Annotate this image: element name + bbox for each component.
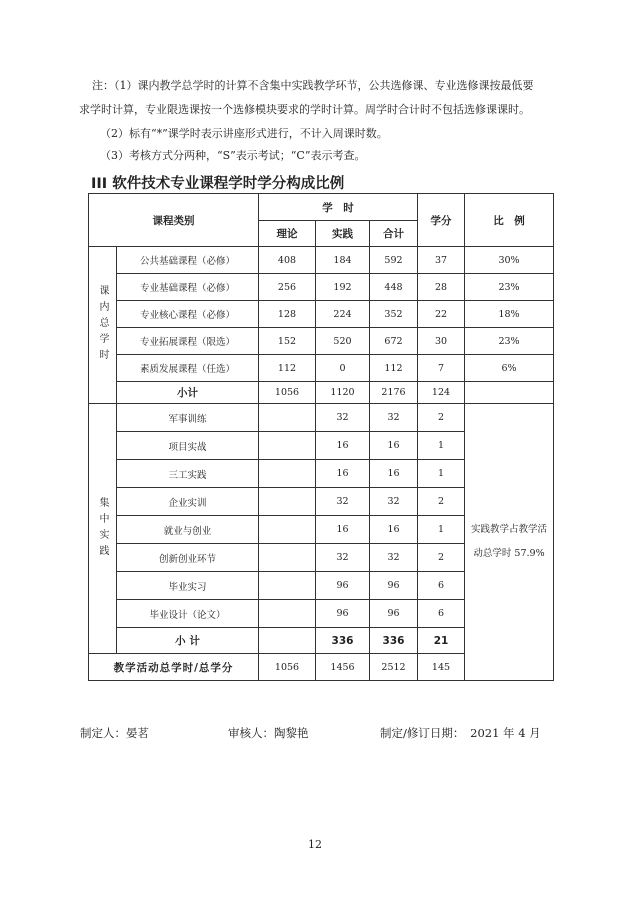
cell-practice: 16 — [316, 516, 370, 544]
cell-total: 2176 — [370, 382, 418, 404]
cell-practice: 96 — [316, 600, 370, 628]
cell-total: 16 — [370, 432, 418, 460]
course-name: 企业实训 — [117, 488, 259, 516]
course-name: 项目实战 — [117, 432, 259, 460]
cell-total: 32 — [370, 404, 418, 432]
cell-ratio: 23% — [465, 328, 554, 355]
cell-total: 32 — [370, 544, 418, 572]
cell-practice: 32 — [316, 404, 370, 432]
course-name: 专业基础课程（必修） — [117, 274, 259, 301]
course-name: 军事训练 — [117, 404, 259, 432]
note-line-1: 注：（1）课内教学总学时的计算不含集中实践教学环节，公共选修课、专业选修课按最低要 — [92, 79, 534, 92]
footer-maker: 制定人：晏茗 — [80, 726, 149, 740]
cell-practice: 16 — [316, 432, 370, 460]
section-title: III 软件技术专业课程学时学分构成比例 — [91, 176, 345, 192]
header-practice: 实践 — [316, 221, 370, 247]
header-theory: 理论 — [259, 221, 316, 247]
cell-total: 592 — [370, 247, 418, 274]
cell-credits: 28 — [418, 274, 465, 301]
note-line-3: （2）标有“*”课学时表示讲座形式进行，不计入周课时数。 — [100, 127, 388, 140]
footer-reviewer: 审核人：陶黎艳 — [228, 726, 309, 740]
cell-theory: 408 — [259, 247, 316, 274]
cell-theory — [259, 488, 316, 516]
cell-total: 336 — [370, 628, 418, 654]
header-credits: 学分 — [418, 194, 465, 247]
cell-ratio — [465, 382, 554, 404]
cell-practice: 16 — [316, 460, 370, 488]
footer-date: 制定/修订日期： 2021 年 4 月 — [380, 726, 541, 740]
cell-practice: 224 — [316, 301, 370, 328]
cell-practice: 184 — [316, 247, 370, 274]
cell-theory: 128 — [259, 301, 316, 328]
hours-credits-table — [88, 193, 554, 681]
cell-credits: 2 — [418, 488, 465, 516]
cell-credits: 22 — [418, 301, 465, 328]
cell-practice: 192 — [316, 274, 370, 301]
cell-credits: 21 — [418, 628, 465, 654]
cell-ratio: 23% — [465, 274, 554, 301]
cell-practice: 1456 — [316, 654, 370, 681]
cell-practice: 96 — [316, 572, 370, 600]
cell-credits: 124 — [418, 382, 465, 404]
cell-total: 96 — [370, 600, 418, 628]
note-line-4: （3）考核方式分两种，“S”表示考试；“C”表示考查。 — [100, 149, 366, 162]
header-ratio: 比 例 — [465, 194, 554, 247]
cell-theory: 1056 — [259, 654, 316, 681]
cell-total: 448 — [370, 274, 418, 301]
course-name: 素质发展课程（任选） — [117, 355, 259, 382]
table-row — [89, 328, 554, 355]
header-category: 课程类别 — [89, 194, 259, 247]
cell-credits: 30 — [418, 328, 465, 355]
cell-practice: 520 — [316, 328, 370, 355]
cell-theory — [259, 432, 316, 460]
cell-practice: 336 — [316, 628, 370, 654]
course-name: 公共基础课程（必修） — [117, 247, 259, 274]
cell-ratio: 18% — [465, 301, 554, 328]
course-name: 专业拓展课程（限选） — [117, 328, 259, 355]
cell-theory: 256 — [259, 274, 316, 301]
cell-total: 672 — [370, 328, 418, 355]
group-label-concentrated: 集中实践 — [89, 404, 117, 654]
cell-total: 96 — [370, 572, 418, 600]
table-row — [89, 404, 554, 432]
cell-theory — [259, 600, 316, 628]
cell-credits: 1 — [418, 460, 465, 488]
note-line-2: 求学时计算，专业限选课按一个选修模块要求的学时计算。周学时合计时不包括选修课课时。 — [79, 103, 530, 116]
cell-theory: 112 — [259, 355, 316, 382]
table-row — [89, 301, 554, 328]
table-row — [89, 274, 554, 301]
cell-theory — [259, 404, 316, 432]
practice-ratio-note: 实践教学占教学活动总学时 57.9% — [465, 404, 554, 681]
cell-credits: 2 — [418, 404, 465, 432]
cell-theory — [259, 628, 316, 654]
cell-total: 2512 — [370, 654, 418, 681]
cell-practice: 0 — [316, 355, 370, 382]
cell-credits: 1 — [418, 432, 465, 460]
page-number: 12 — [308, 838, 322, 851]
cell-credits: 7 — [418, 355, 465, 382]
course-name: 就业与创业 — [117, 516, 259, 544]
cell-credits: 2 — [418, 544, 465, 572]
header-total: 合计 — [370, 221, 418, 247]
subtotal-row — [89, 382, 554, 404]
cell-theory — [259, 460, 316, 488]
cell-credits: 145 — [418, 654, 465, 681]
course-name: 专业核心课程（必修） — [117, 301, 259, 328]
cell-practice: 32 — [316, 488, 370, 516]
cell-theory: 1056 — [259, 382, 316, 404]
cell-total: 32 — [370, 488, 418, 516]
cell-theory — [259, 516, 316, 544]
cell-credits: 37 — [418, 247, 465, 274]
course-name: 三工实践 — [117, 460, 259, 488]
cell-total: 16 — [370, 460, 418, 488]
cell-theory — [259, 544, 316, 572]
header-hours: 学 时 — [259, 194, 418, 221]
subtotal-label: 小计 — [117, 382, 259, 404]
cell-ratio: 6% — [465, 355, 554, 382]
cell-theory: 152 — [259, 328, 316, 355]
course-name: 毕业设计（论文） — [117, 600, 259, 628]
cell-total: 352 — [370, 301, 418, 328]
cell-theory — [259, 572, 316, 600]
cell-credits: 6 — [418, 572, 465, 600]
table-row — [89, 247, 554, 274]
subtotal-label: 小 计 — [117, 628, 259, 654]
cell-total: 112 — [370, 355, 418, 382]
cell-total: 16 — [370, 516, 418, 544]
cell-practice: 32 — [316, 544, 370, 572]
cell-practice: 1120 — [316, 382, 370, 404]
course-name: 毕业实习 — [117, 572, 259, 600]
group-label-in-class: 课内总学时 — [89, 247, 117, 404]
cell-credits: 6 — [418, 600, 465, 628]
table-row — [89, 355, 554, 382]
cell-ratio: 30% — [465, 247, 554, 274]
grand-total-label: 教学活动总学时/总学分 — [89, 654, 259, 681]
cell-credits: 1 — [418, 516, 465, 544]
course-name: 创新创业环节 — [117, 544, 259, 572]
